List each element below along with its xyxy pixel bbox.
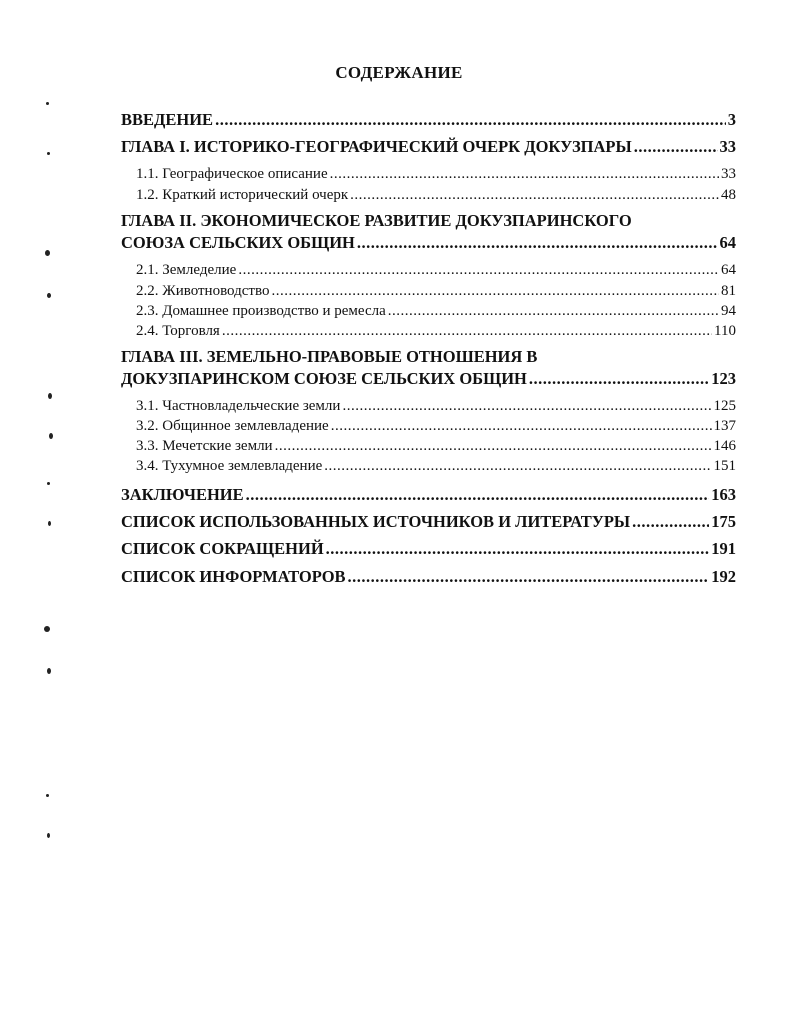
toc-entry-abbreviations xyxy=(121,539,736,559)
toc-chapter-2-line-1: ГЛАВА II. ЭКОНОМИЧЕСКОЕ РАЗВИТИЕ ДОКУЗПАРИНСКОГО xyxy=(121,211,632,230)
dot-leader xyxy=(342,396,711,416)
toc-page-number: 151 xyxy=(713,458,736,474)
dot-leader xyxy=(246,485,710,505)
dot-leader xyxy=(215,110,726,130)
dot-leader xyxy=(271,281,719,301)
toc-entry-informants xyxy=(121,567,736,587)
scan-speck xyxy=(48,393,52,399)
toc-entry-section xyxy=(136,436,736,456)
toc-entry-label: 3.3. Мечетские земли xyxy=(136,438,273,454)
dot-leader xyxy=(632,512,709,532)
dot-leader xyxy=(222,321,712,341)
toc-entry-label: 2.3. Домашнее производство и ремесла xyxy=(136,303,386,319)
toc-page-number: 146 xyxy=(713,438,736,454)
toc-entry-section xyxy=(136,164,736,184)
scan-speck xyxy=(49,433,53,439)
scan-speck xyxy=(44,626,50,632)
toc-entry-introduction xyxy=(121,110,736,130)
toc-page-number: 110 xyxy=(714,323,736,339)
toc-entry-label: 2.2. Животноводство xyxy=(136,283,270,299)
toc-entry-chapter-3 xyxy=(121,369,736,389)
toc-entry-section xyxy=(136,260,736,280)
toc-entry-label: СПИСОК ИНФОРМАТОРОВ xyxy=(121,567,346,586)
toc-entry-section xyxy=(136,281,736,301)
dot-leader xyxy=(275,436,712,456)
toc-entry-section xyxy=(136,396,736,416)
toc-entry-chapter-2 xyxy=(121,233,736,253)
toc-page-number: 48 xyxy=(721,187,736,203)
dot-leader xyxy=(330,164,719,184)
toc-entry-label: ЗАКЛЮЧЕНИЕ xyxy=(121,485,244,504)
scan-speck xyxy=(47,293,51,298)
toc-entry-section xyxy=(136,321,736,341)
toc-entry-section xyxy=(136,416,736,436)
toc-entry-label: СПИСОК СОКРАЩЕНИЙ xyxy=(121,539,324,558)
toc-entry-sources xyxy=(121,512,736,532)
scan-speck xyxy=(46,794,49,797)
toc-entry-label: 2.1. Земледелие xyxy=(136,262,237,278)
scan-speck xyxy=(48,521,51,526)
toc-page-number: 81 xyxy=(721,283,736,299)
dot-leader xyxy=(324,456,711,476)
toc-page-number: 192 xyxy=(711,567,736,586)
scan-speck xyxy=(47,482,50,485)
dot-leader xyxy=(238,260,719,280)
toc-entry-label: СПИСОК ИСПОЛЬЗОВАННЫХ ИСТОЧНИКОВ И ЛИТЕРАТУРЫ xyxy=(121,512,631,531)
toc-page-number: 123 xyxy=(711,369,736,388)
scan-speck xyxy=(47,668,51,674)
toc-chapter-3-line-1: ГЛАВА III. ЗЕМЕЛЬНО-ПРАВОВЫЕ ОТНОШЕНИЯ В xyxy=(121,347,538,366)
toc-page-number: 191 xyxy=(711,539,736,558)
toc-entry-label: 1.2. Краткий исторический очерк xyxy=(136,187,349,203)
toc-page-number: 64 xyxy=(719,233,736,252)
toc-entry-section xyxy=(136,456,736,476)
toc-entry-label: 3.2. Общинное землевладение xyxy=(136,418,329,434)
toc-page-number: 125 xyxy=(713,398,736,414)
toc-page-number: 3 xyxy=(727,110,736,129)
scan-speck xyxy=(46,102,49,105)
toc-entry-section xyxy=(136,301,736,321)
toc-entry-label: ГЛАВА I. ИСТОРИКО-ГЕОГРАФИЧЕСКИЙ ОЧЕРК ДОКУЗПАРЫ xyxy=(121,137,632,156)
dot-leader xyxy=(326,539,710,559)
page-title: СОДЕРЖАНИЕ xyxy=(335,63,463,82)
toc-entry-section xyxy=(136,185,736,205)
scan-speck xyxy=(47,833,50,838)
scan-speck xyxy=(47,152,50,155)
toc-entry-chapter-1 xyxy=(121,137,736,157)
dot-leader xyxy=(634,137,718,157)
toc-page-number: 163 xyxy=(711,485,736,504)
toc-entry-label: 2.4. Торговля xyxy=(136,323,220,339)
toc-entry-label: 3.4. Тухумное землевладение xyxy=(136,458,323,474)
toc-page-number: 137 xyxy=(713,418,736,434)
scan-speck xyxy=(45,250,50,256)
dot-leader xyxy=(529,369,709,389)
toc-page-number: 64 xyxy=(721,262,736,278)
toc-entry-label: СОЮЗА СЕЛЬСКИХ ОБЩИН xyxy=(121,233,355,252)
toc-entry-label: 3.1. Частновладельческие земли xyxy=(136,398,341,414)
dot-leader xyxy=(350,185,719,205)
toc-entry-conclusion xyxy=(121,485,736,505)
dot-leader xyxy=(388,301,719,321)
dot-leader xyxy=(357,233,718,253)
toc-entry-label: ДОКУЗПАРИНСКОМ СОЮЗЕ СЕЛЬСКИХ ОБЩИН xyxy=(121,369,527,388)
toc-page-number: 33 xyxy=(721,166,736,182)
toc-page-number: 33 xyxy=(719,137,736,156)
dot-leader xyxy=(331,416,712,436)
toc-page-number: 175 xyxy=(711,512,736,531)
toc-page-number: 94 xyxy=(721,303,736,319)
dot-leader xyxy=(348,567,710,587)
toc-entry-label: 1.1. Географическое описание xyxy=(136,166,328,182)
toc-entry-label: ВВЕДЕНИЕ xyxy=(121,110,214,129)
